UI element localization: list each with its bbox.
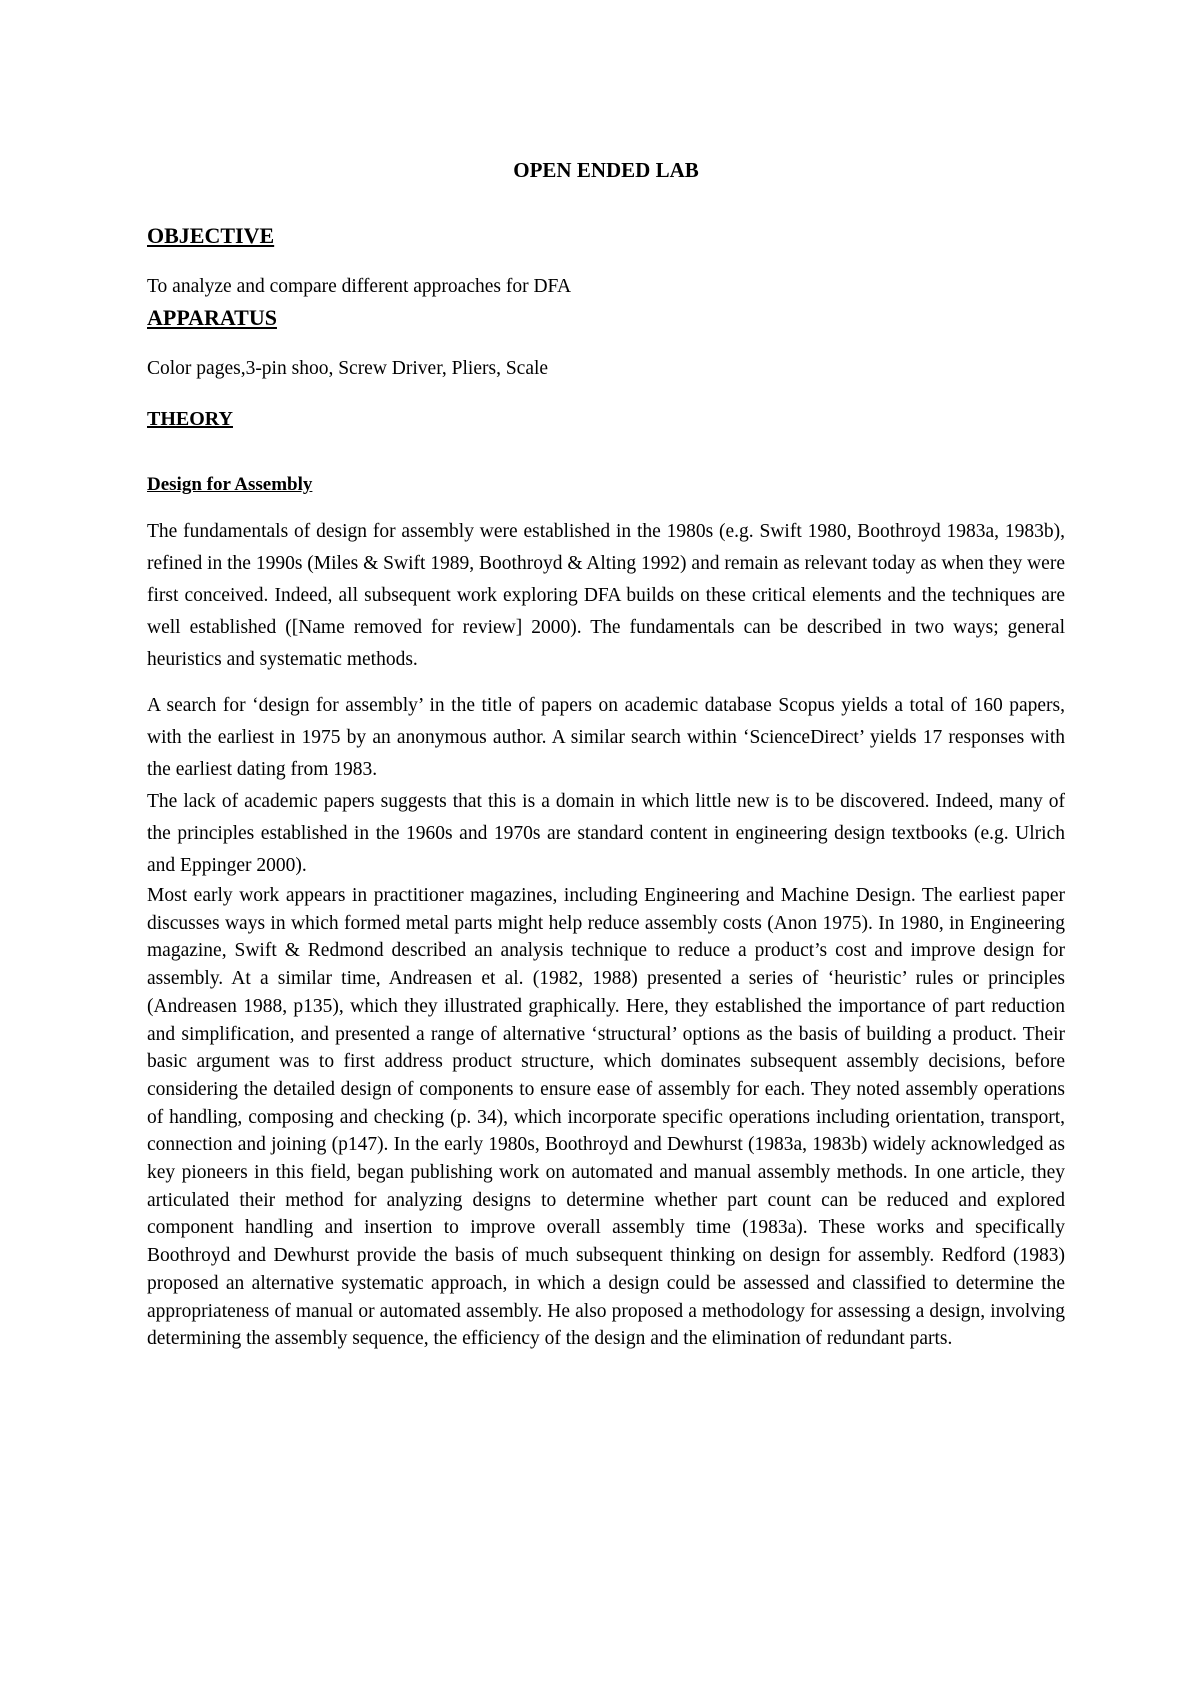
apparatus-heading: APPARATUS [147, 305, 277, 330]
document-title: OPEN ENDED LAB [513, 158, 699, 182]
document-content [147, 150, 1065, 1353]
apparatus-text: Color pages,3-pin shoo, Screw Driver, Pliers, Scale [147, 358, 549, 379]
theory-paragraph-4: Most early work appears in practitioner magazines, including Engineering and Machine Design. The earliest paper discusses ways in which formed metal parts might help reduce assembly costs (Anon 1975). In 1980, in Engineering magazine, Swift & Redmond described an analysis technique to reduce a product’s cost and improve design for assembly. At a similar time, Andreasen et al. (1982, 1988) presented a series of ‘heuristic’ rules or principles (Andreasen 1988, p135), which they illustrated graphically. Here, they established the importance of part reduction and simplification, and presented a range of alternative ‘structural’ options as the basis of building a product. Their basic argument was to first address product structure, which dominates subsequent assembly decisions, before considering the detailed design of components to ensure ease of assembly for each. They noted assembly operations of handling, composing and checking (p. 34), which incorporate specific operations including orientation, transport, connection and joining (p147). In the early 1980s, Boothroyd and Dewhurst (1983a, 1983b) widely acknowledged as key pioneers in this field, began publishing work on automated and manual assembly methods. In one article, they articulated their method for analyzing designs to determine whether part count can be reduced and explored component handling and insertion to improve overall assembly time (1983a). These works and specifically Boothroyd and Dewhurst provide the basis of much subsequent thinking on design for assembly. Redford (1983) proposed an alternative systematic approach, in which a design could be assessed and classified to determine the appropriateness of manual or automated assembly. He also proposed a methodology for assessing a design, involving determining the assembly sequence, the efficiency of the design and the elimination of redundant parts. [147, 885, 1065, 1350]
objective-heading: OBJECTIVE [147, 223, 275, 248]
theory-paragraph-2: A search for ‘design for assembly’ in the title of papers on academic database Scopus yields a total of 160 papers, with the earliest in 1975 by an anonymous author. A similar search within ‘ScienceDirect’ yields 17 responses with the earliest dating from 1983. [147, 695, 1065, 780]
theory-paragraph-1: The fundamentals of design for assembly were established in the 1980s (e.g. Swift 1980, Boothroyd 1983a, 1983b), refined in the 1990s (Miles & Swift 1989, Boothroyd & Alting 1992) and remain as relevant today as when they were first conceived. Indeed, all subsequent work exploring DFA builds on these critical elements and the techniques are well established ([Name removed for review] 2000). The fundamentals can be described in two ways; general heuristics and systematic methods. [147, 521, 1065, 670]
theory-heading: THEORY [147, 408, 233, 430]
design-for-assembly-subheading: Design for Assembly [147, 474, 313, 495]
objective-text: To analyze and compare different approaches for DFA [147, 276, 572, 297]
theory-paragraph-3: The lack of academic papers suggests that this is a domain in which little new is to be discovered. Indeed, many of the principles established in the 1960s and 1970s are standard content in engineering design textbooks (e.g. Ulrich and Eppinger 2000). [147, 791, 1065, 876]
